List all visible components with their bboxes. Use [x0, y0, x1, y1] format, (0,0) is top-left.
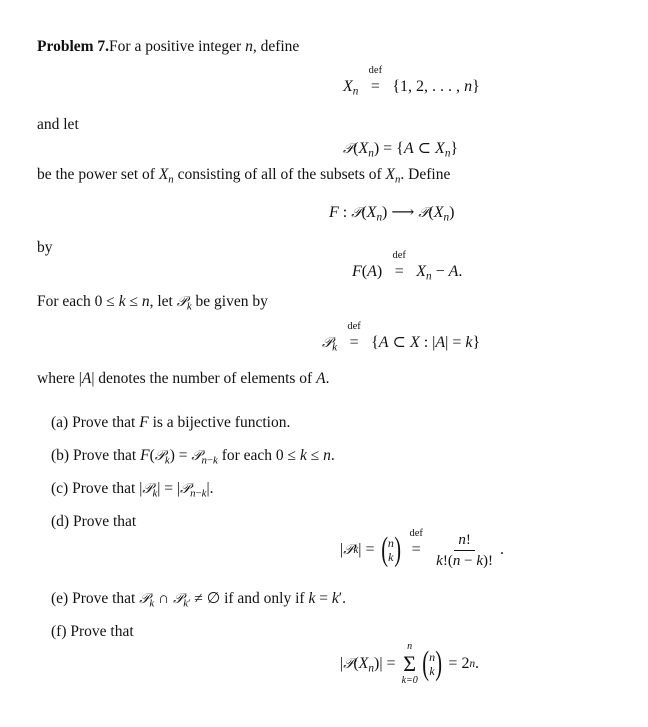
binomial-n-k: ( n k )	[380, 531, 401, 568]
part-b: (b) Prove that F(𝒫$_k$) = 𝒫$_{n-k}$ for each 0 ≤ k ≤ n.	[51, 447, 335, 467]
part-a: (a) Prove that F is a bijective function.	[51, 414, 291, 431]
part-e-label: (e)	[51, 590, 69, 607]
equation-f-definition: F(A) def = $X_n - A$.	[352, 250, 463, 283]
part-c-label: (c)	[51, 480, 69, 497]
summation: n Σ k=0	[401, 641, 418, 686]
factorial-fraction: $\frac{n!}{k!(n - k)!}$	[436, 531, 493, 569]
problem-number: Problem 7.	[37, 38, 110, 55]
text-power-set-description: be the power set of $X_n$ consisting of all of the subsets of $X_n$. Define	[37, 166, 451, 186]
part-d: (d) Prove that	[51, 513, 137, 530]
part-a-label: (a)	[51, 414, 69, 431]
equation-power-set: $𝒫(X_n) = \{A$ ⊂ $X_n$}	[343, 140, 459, 160]
def-label: def	[368, 65, 383, 76]
text-and-let: and let	[37, 116, 79, 133]
part-f: (f) Prove that	[51, 623, 134, 640]
equation-pk-definition: 𝒫$_k$ def = {A ⊂ X : |A| = k}	[322, 321, 481, 354]
part-f-label: (f)	[51, 623, 67, 640]
equation-binomial: | 𝒫 k | = ( n k ) def = $\frac{n!}{k!(n - k)!}$ .	[340, 528, 504, 569]
text-for-each: For each 0 ≤ k ≤ n, let 𝒫$_k$ be given by	[37, 293, 268, 313]
text-where: where |A| denotes the number of elements of A.	[37, 370, 330, 387]
part-e: (e) Prove that 𝒫$_k$ ∩ 𝒫$_{k'}$ ≠ ∅ if and only if k = k′.	[51, 590, 346, 610]
equation-xn-definition: $X_n$ def = {1, 2, . . . , n}	[343, 65, 480, 98]
problem-heading: Problem 7.For a positive integer n, define	[37, 38, 300, 55]
text-by: by	[37, 239, 53, 256]
part-d-label: (d)	[51, 513, 70, 530]
equation-f-map: F : $𝒫(X_n)$ ⟶ $𝒫(X_n)$	[329, 204, 455, 224]
equation-power-set-size: | 𝒫 ( $X_n$ )| = n Σ k=0 ( n k ) = 2 n .	[340, 641, 480, 686]
part-b-label: (b)	[51, 447, 70, 464]
part-c: (c) Prove that |𝒫$_k$| = |𝒫$_{n-k}$|.	[51, 480, 214, 500]
